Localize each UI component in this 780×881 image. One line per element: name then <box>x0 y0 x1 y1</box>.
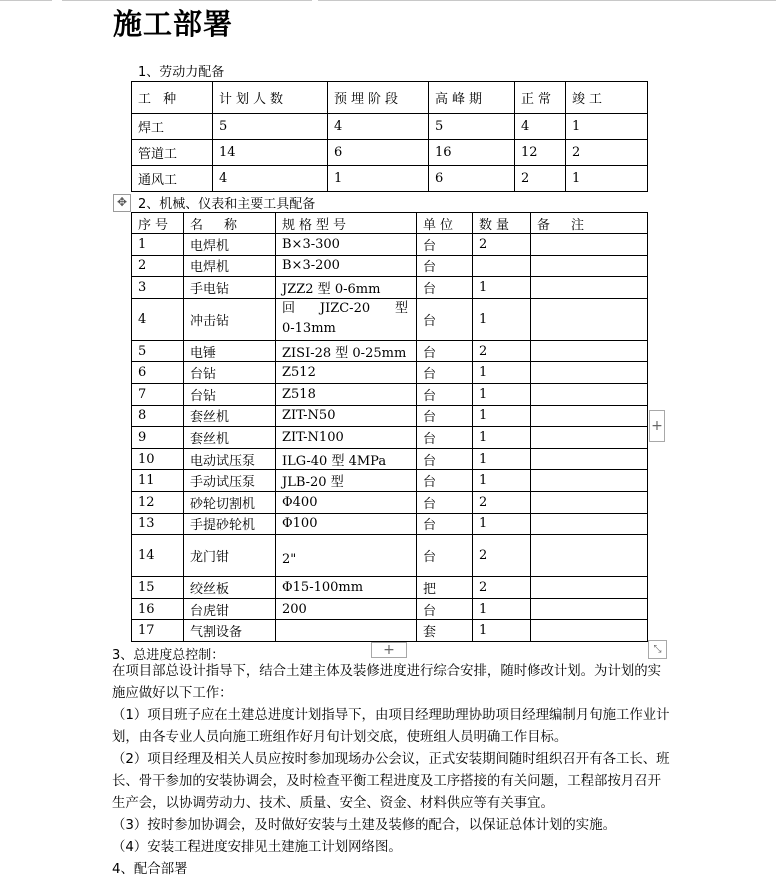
spec-word: 型 <box>394 301 408 317</box>
equipment-cell[interactable]: 200 <box>276 598 417 620</box>
equipment-cell[interactable] <box>531 491 648 513</box>
equipment-cell[interactable]: 14 <box>132 535 184 577</box>
equipment-cell[interactable]: ZISI-28 型 0-25mm <box>276 340 417 362</box>
equipment-cell[interactable]: 1 <box>473 620 531 642</box>
equipment-cell[interactable]: 2 <box>473 234 531 256</box>
labor-header-cell[interactable]: 竣工 <box>566 82 648 114</box>
labor-row <box>132 114 648 140</box>
labor-cell[interactable]: 4 <box>213 166 328 192</box>
equipment-cell[interactable]: 砂轮切割机 <box>184 491 276 513</box>
equipment-row <box>132 405 648 427</box>
equipment-cell[interactable]: 16 <box>132 598 184 620</box>
equipment-cell[interactable]: 5 <box>132 340 184 362</box>
equipment-cell[interactable]: 台 <box>417 383 473 405</box>
equipment-cell[interactable]: 13 <box>132 513 184 535</box>
paragraph-item-2: （2）项目经理及相关人员应按时参加现场办公会议，正式安装期间随时组织召开有各工长、班长、骨干参加的安装协调会，及时检查平衡工程进度及工序搭接的有关问题，工程部按月召开生产会，以协调劳动力、技术、质量、安全、资金、材料供应等有关事宜。 <box>112 752 670 811</box>
equipment-cell[interactable]: 电焊机 <box>184 234 276 256</box>
labor-allocation-table <box>131 81 648 192</box>
equipment-cell[interactable]: 1 <box>132 234 184 256</box>
equipment-row <box>132 383 648 405</box>
equipment-cell[interactable]: Φ15-100mm <box>276 577 417 599</box>
equipment-cell[interactable] <box>531 598 648 620</box>
equipment-cell[interactable]: 6 <box>132 362 184 384</box>
equipment-cell[interactable] <box>531 298 648 340</box>
labor-header-cell[interactable]: 计划人数 <box>213 82 328 114</box>
equipment-cell[interactable] <box>531 470 648 492</box>
add-column-button[interactable]: + <box>649 410 665 442</box>
equipment-cell[interactable]: 12 <box>132 491 184 513</box>
equipment-cell[interactable]: 台 <box>417 277 473 299</box>
equipment-row <box>132 298 648 340</box>
equipment-cell[interactable] <box>276 620 417 642</box>
equipment-header-cell[interactable]: 单位 <box>417 213 473 234</box>
equipment-cell[interactable]: 15 <box>132 577 184 599</box>
equipment-cell[interactable]: 1 <box>473 513 531 535</box>
labor-cell[interactable]: 通风工 <box>132 166 213 192</box>
equipment-cell[interactable]: 9 <box>132 427 184 449</box>
labor-cell[interactable]: 4 <box>328 114 429 140</box>
paragraph-item-1: （1）项目班子应在土建总进度计划指导下，由项目经理助理协助项目经理编制月旬施工作业计划，由各专业人员向施工班组作好月旬计划交底，使班组人员明确工作目标。 <box>112 708 670 745</box>
equipment-cell[interactable]: 台 <box>417 598 473 620</box>
labor-cell[interactable]: 2 <box>515 166 566 192</box>
labor-cell[interactable]: 1 <box>328 166 429 192</box>
equipment-cell[interactable]: 8 <box>132 405 184 427</box>
equipment-cell[interactable]: ZIT-N50 <box>276 405 417 427</box>
equipment-cell[interactable]: 套丝机 <box>184 427 276 449</box>
equipment-cell[interactable]: 电焊机 <box>184 255 276 277</box>
equipment-row <box>132 470 648 492</box>
equipment-cell[interactable]: 7 <box>132 383 184 405</box>
labor-header-cell[interactable]: 工 种 <box>132 82 213 114</box>
labor-cell[interactable]: 1 <box>566 114 648 140</box>
equipment-cell[interactable]: 2 <box>473 340 531 362</box>
table-resize-handle-icon[interactable]: ⤡ <box>648 640 667 659</box>
equipment-cell[interactable]: Z512 <box>276 362 417 384</box>
equipment-cell[interactable]: 11 <box>132 470 184 492</box>
equipment-cell[interactable] <box>531 577 648 599</box>
labor-header-row <box>132 82 648 114</box>
equipment-cell[interactable]: JLB-20 型 <box>276 470 417 492</box>
paragraph-item-4: （4）安装工程进度安排见土建施工计划网络图。 <box>112 840 402 855</box>
equipment-cell[interactable]: 套丝机 <box>184 405 276 427</box>
equipment-cell[interactable]: 台 <box>417 535 473 577</box>
equipment-cell[interactable]: 台 <box>417 362 473 384</box>
equipment-cell[interactable]: Φ400 <box>276 491 417 513</box>
equipment-cell[interactable]: 台钻 <box>184 383 276 405</box>
labor-cell[interactable]: 焊工 <box>132 114 213 140</box>
spec-word: JIZC-20 <box>319 301 371 317</box>
equipment-row <box>132 598 648 620</box>
section-heading-labor: 1、劳动力配备 <box>138 65 225 80</box>
equipment-cell[interactable]: 1 <box>473 470 531 492</box>
equipment-cell[interactable]: 4 <box>132 298 184 340</box>
equipment-cell[interactable]: 台 <box>417 255 473 277</box>
labor-cell[interactable]: 1 <box>566 166 648 192</box>
labor-cell[interactable]: 4 <box>515 114 566 140</box>
equipment-cell[interactable]: 龙门钳 <box>184 535 276 577</box>
labor-header-cell[interactable]: 高峰期 <box>429 82 515 114</box>
equipment-cell[interactable]: 台 <box>417 470 473 492</box>
labor-row <box>132 140 648 166</box>
labor-header-cell[interactable]: 正常 <box>515 82 566 114</box>
spec-line-1 <box>282 299 416 319</box>
section-heading-equipment: 2、机械、仪表和主要工具配备 <box>138 197 316 212</box>
equipment-cell[interactable]: 台虎钳 <box>184 598 276 620</box>
equipment-cell[interactable] <box>531 277 648 299</box>
equipment-cell[interactable]: 1 <box>473 448 531 470</box>
equipment-cell[interactable]: 2 <box>473 535 531 577</box>
equipment-row <box>132 255 648 277</box>
table-move-handle-icon[interactable]: ✥ <box>113 194 131 212</box>
equipment-header-cell[interactable]: 备 注 <box>531 213 648 234</box>
equipment-cell[interactable]: 气割设备 <box>184 620 276 642</box>
equipment-cell[interactable]: 1 <box>473 277 531 299</box>
equipment-row <box>132 620 648 642</box>
document-title: 施工部署 <box>113 7 234 41</box>
equipment-cell[interactable]: 1 <box>473 427 531 449</box>
equipment-cell[interactable]: 台 <box>417 491 473 513</box>
equipment-cell[interactable]: 2 <box>473 491 531 513</box>
equipment-row <box>132 277 648 299</box>
equipment-header-cell[interactable]: 序号 <box>132 213 184 234</box>
equipment-cell[interactable]: 把 <box>417 577 473 599</box>
equipment-cell[interactable]: 3 <box>132 277 184 299</box>
equipment-cell[interactable]: ILG-40 型 4MPa <box>276 448 417 470</box>
labor-cell[interactable]: 5 <box>213 114 328 140</box>
add-row-button[interactable]: + <box>371 642 407 658</box>
equipment-cell[interactable]: 套 <box>417 620 473 642</box>
equipment-cell[interactable]: 电锤 <box>184 340 276 362</box>
equipment-cell[interactable] <box>531 340 648 362</box>
equipment-cell[interactable]: 台 <box>417 448 473 470</box>
equipment-row <box>132 577 648 599</box>
equipment-cell[interactable]: 10 <box>132 448 184 470</box>
equipment-cell[interactable]: 2" <box>276 535 417 577</box>
equipment-cell[interactable]: B×3-200 <box>276 255 417 277</box>
equipment-cell[interactable] <box>531 234 648 256</box>
equipment-cell[interactable] <box>531 448 648 470</box>
labor-cell[interactable]: 12 <box>515 140 566 166</box>
equipment-header-row <box>132 213 648 234</box>
section-heading-schedule: 3、总进度总控制： <box>112 648 225 663</box>
equipment-cell[interactable]: 手提砂轮机 <box>184 513 276 535</box>
equipment-cell[interactable]: 1 <box>473 598 531 620</box>
equipment-row <box>132 491 648 513</box>
spec-word: 回 <box>282 301 296 317</box>
labor-cell[interactable]: 2 <box>566 140 648 166</box>
equipment-header-cell[interactable]: 名 称 <box>184 213 276 234</box>
labor-cell[interactable]: 6 <box>429 166 515 192</box>
equipment-cell[interactable] <box>531 513 648 535</box>
labor-cell[interactable]: 16 <box>429 140 515 166</box>
equipment-header-cell[interactable]: 规格型号 <box>276 213 417 234</box>
equipment-row <box>132 513 648 535</box>
equipment-cell[interactable] <box>531 427 648 449</box>
labor-cell[interactable]: 14 <box>213 140 328 166</box>
section-heading-coordination: 4、配合部署 <box>112 862 188 877</box>
equipment-row <box>132 234 648 256</box>
equipment-cell[interactable] <box>473 255 531 277</box>
equipment-cell-spec-wrapped[interactable] <box>276 298 417 340</box>
equipment-cell[interactable] <box>531 405 648 427</box>
paragraph-intro: 在项目部总设计指导下，结合土建主体及装修进度进行综合安排，随时修改计划。为计划的实施应做好以下工作： <box>112 664 662 701</box>
equipment-cell[interactable]: ZIT-N100 <box>276 427 417 449</box>
labor-cell[interactable]: 5 <box>429 114 515 140</box>
labor-cell[interactable]: 管道工 <box>132 140 213 166</box>
equipment-cell[interactable]: JZZ2 型 0-6mm <box>276 277 417 299</box>
equipment-cell[interactable]: 17 <box>132 620 184 642</box>
equipment-cell[interactable] <box>531 255 648 277</box>
equipment-cell[interactable]: 台 <box>417 234 473 256</box>
equipment-cell[interactable]: 手动试压泵 <box>184 470 276 492</box>
equipment-row <box>132 362 648 384</box>
equipment-cell[interactable]: B×3-300 <box>276 234 417 256</box>
equipment-cell[interactable] <box>531 620 648 642</box>
equipment-cell[interactable]: 台 <box>417 340 473 362</box>
labor-header-cell[interactable]: 预埋阶段 <box>328 82 429 114</box>
equipment-cell[interactable]: 1 <box>473 405 531 427</box>
equipment-cell[interactable]: 台 <box>417 513 473 535</box>
equipment-cell[interactable]: 绞丝板 <box>184 577 276 599</box>
equipment-cell[interactable]: Z518 <box>276 383 417 405</box>
equipment-header-cell[interactable]: 数量 <box>473 213 531 234</box>
spec-line-2: 0-13mm <box>282 321 336 337</box>
equipment-cell[interactable]: 手电钻 <box>184 277 276 299</box>
equipment-table <box>131 212 648 642</box>
equipment-cell[interactable]: 冲击钻 <box>184 298 276 340</box>
paragraph-item-3: （3）按时参加协调会，及时做好安装与土建及装修的配合，以保证总体计划的实施。 <box>112 818 616 833</box>
equipment-cell[interactable]: 1 <box>473 383 531 405</box>
equipment-cell[interactable]: 台 <box>417 427 473 449</box>
labor-cell[interactable]: 6 <box>328 140 429 166</box>
equipment-cell[interactable]: 1 <box>473 298 531 340</box>
schedule-paragraphs <box>112 661 672 881</box>
equipment-cell[interactable]: 2 <box>473 577 531 599</box>
labor-row <box>132 166 648 192</box>
equipment-cell[interactable] <box>531 362 648 384</box>
equipment-cell[interactable]: 2 <box>132 255 184 277</box>
equipment-row <box>132 340 648 362</box>
equipment-cell[interactable]: 1 <box>473 362 531 384</box>
equipment-cell[interactable] <box>531 383 648 405</box>
equipment-cell[interactable] <box>531 535 648 577</box>
equipment-cell[interactable]: Φ100 <box>276 513 417 535</box>
equipment-cell[interactable]: 台 <box>417 405 473 427</box>
equipment-row <box>132 535 648 577</box>
equipment-cell[interactable]: 台钻 <box>184 362 276 384</box>
equipment-row <box>132 448 648 470</box>
equipment-cell[interactable]: 台 <box>417 298 473 340</box>
equipment-row <box>132 427 648 449</box>
equipment-cell[interactable]: 电动试压泵 <box>184 448 276 470</box>
